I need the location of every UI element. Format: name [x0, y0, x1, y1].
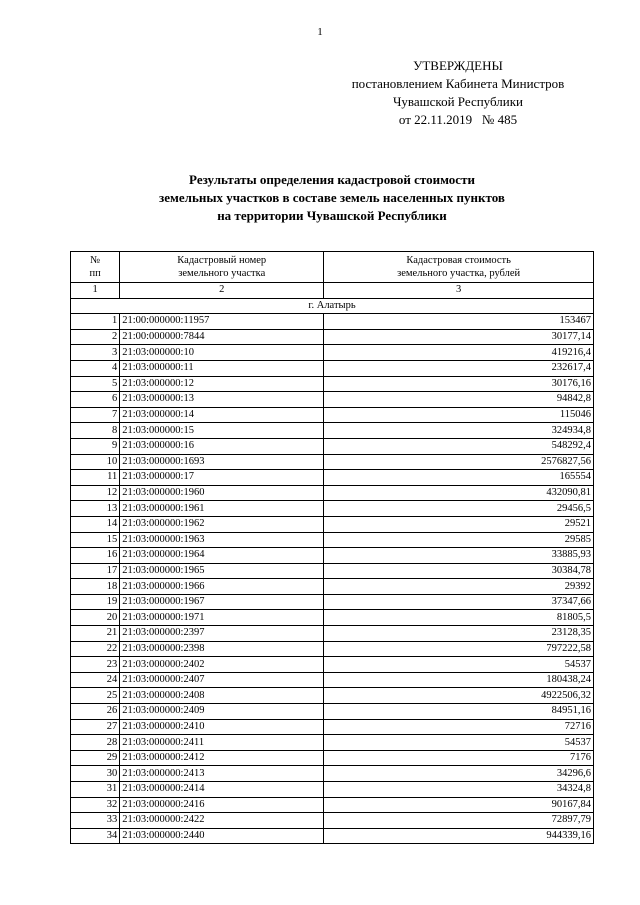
cadastral-number: 21:03:000000:2409: [120, 704, 324, 720]
cadastral-number: 21:03:000000:16: [120, 438, 324, 454]
cadastral-value: 90167,84: [324, 797, 594, 813]
table-row: [71, 407, 594, 423]
table-row: [71, 392, 594, 408]
table-row: [71, 470, 594, 486]
row-number: 16: [71, 548, 120, 564]
cadastral-number: 21:03:000000:17: [120, 470, 324, 486]
row-number: 9: [71, 438, 120, 454]
row-number: 28: [71, 735, 120, 751]
table-row: [71, 782, 594, 798]
cadastral-value: 30176,16: [324, 376, 594, 392]
header-cadastral-line-2: земельного участка: [178, 268, 266, 279]
row-number: 27: [71, 719, 120, 735]
cadastral-value: 324934,8: [324, 423, 594, 439]
row-number: 20: [71, 610, 120, 626]
cadastral-number: 21:03:000000:2410: [120, 719, 324, 735]
row-number: 24: [71, 672, 120, 688]
cadastral-value: 29521: [324, 516, 594, 532]
cadastral-value: 29456,5: [324, 501, 594, 517]
cadastral-number: 21:03:000000:1962: [120, 516, 324, 532]
table-row: [71, 376, 594, 392]
table-row: [71, 454, 594, 470]
row-number: 5: [71, 376, 120, 392]
cadastral-value: 419216,4: [324, 345, 594, 361]
table-row: [71, 532, 594, 548]
row-number: 29: [71, 750, 120, 766]
cadastral-value: 54537: [324, 735, 594, 751]
row-number: 30: [71, 766, 120, 782]
cadastral-value: 30177,14: [324, 329, 594, 345]
row-number: 3: [71, 345, 120, 361]
table-row: [71, 797, 594, 813]
table-row: [71, 719, 594, 735]
approval-republic: Чувашской Республики: [392, 94, 524, 109]
cadastral-value: 4922506,32: [324, 688, 594, 704]
row-number: 15: [71, 532, 120, 548]
cadastral-value: 34324,8: [324, 782, 594, 798]
row-number: 32: [71, 797, 120, 813]
row-number: 4: [71, 360, 120, 376]
cadastral-value: 7176: [324, 750, 594, 766]
table-row: [71, 735, 594, 751]
approval-date-number: от 22.11.2019 № 485: [398, 112, 518, 127]
column-index-1: 1: [71, 283, 120, 299]
row-number: 23: [71, 657, 120, 673]
table-row: [71, 594, 594, 610]
row-number: 1: [71, 314, 120, 330]
cadastral-number: 21:03:000000:2407: [120, 672, 324, 688]
header-number-line-1: №: [90, 255, 101, 266]
approval-authority: постановлением Кабинета Министров: [351, 76, 565, 91]
column-index-3: 3: [324, 283, 594, 299]
row-number: 2: [71, 329, 120, 345]
row-number: 19: [71, 594, 120, 610]
row-number: 25: [71, 688, 120, 704]
section-row: [71, 298, 594, 314]
cadastral-value: 34296,6: [324, 766, 594, 782]
cadastral-value: 33885,93: [324, 548, 594, 564]
cadastral-value: 30384,78: [324, 563, 594, 579]
header-number: [71, 252, 120, 283]
cadastral-number: 21:03:000000:2411: [120, 735, 324, 751]
row-number: 33: [71, 813, 120, 829]
title-line-1: Результаты определения кадастровой стоимости: [189, 172, 475, 187]
cadastral-number: 21:03:000000:2440: [120, 828, 324, 844]
cadastral-value: 548292,4: [324, 438, 594, 454]
table-row: [71, 626, 594, 642]
row-number: 10: [71, 454, 120, 470]
cadastral-value: 94842,8: [324, 392, 594, 408]
cadastral-value: 165554: [324, 470, 594, 486]
cadastral-number: 21:03:000000:1967: [120, 594, 324, 610]
cadastral-value: 153467: [324, 314, 594, 330]
table-row: [71, 501, 594, 517]
row-number: 13: [71, 501, 120, 517]
cadastral-value: 84951,16: [324, 704, 594, 720]
table-row: [71, 360, 594, 376]
table-row: [71, 641, 594, 657]
header-cadastral-number: [120, 252, 324, 283]
row-number: 18: [71, 579, 120, 595]
table-row: [71, 329, 594, 345]
page-number: 1: [317, 26, 323, 38]
cadastral-value: 2576827,56: [324, 454, 594, 470]
cadastral-number: 21:03:000000:2397: [120, 626, 324, 642]
cadastral-value: 232617,4: [324, 360, 594, 376]
title-line-3: на территории Чувашской Республики: [217, 208, 447, 223]
cadastral-number: 21:03:000000:1966: [120, 579, 324, 595]
table-header-row: [71, 252, 594, 283]
row-number: 11: [71, 470, 120, 486]
table-row: [71, 423, 594, 439]
cadastral-value: 432090,81: [324, 485, 594, 501]
cadastral-value: 72716: [324, 719, 594, 735]
header-value-line-1: Кадастровая стоимость: [406, 255, 511, 266]
column-index-row: [71, 283, 594, 299]
row-number: 21: [71, 626, 120, 642]
table-row: [71, 750, 594, 766]
table-row: [71, 345, 594, 361]
row-number: 34: [71, 828, 120, 844]
table-row: [71, 704, 594, 720]
title-line-2: земельных участков в составе земель населенных пунктов: [159, 190, 505, 205]
table-row: [71, 563, 594, 579]
cadastral-value: 180438,24: [324, 672, 594, 688]
table-row: [71, 579, 594, 595]
table-row: [71, 438, 594, 454]
header-value-line-2: земельного участка, рублей: [397, 268, 521, 279]
cadastral-value: 23128,35: [324, 626, 594, 642]
row-number: 22: [71, 641, 120, 657]
column-index-2: 2: [120, 283, 324, 299]
table-row: [71, 672, 594, 688]
cadastral-number: 21:03:000000:2414: [120, 782, 324, 798]
cadastral-number: 21:03:000000:2416: [120, 797, 324, 813]
cadastral-value: 29392: [324, 579, 594, 595]
row-number: 12: [71, 485, 120, 501]
cadastral-number: 21:03:000000:2402: [120, 657, 324, 673]
approval-block: [320, 57, 596, 129]
cadastral-number: 21:03:000000:13: [120, 392, 324, 408]
cadastral-number: 21:03:000000:2413: [120, 766, 324, 782]
cadastral-value: 72897,79: [324, 813, 594, 829]
table-row: [71, 548, 594, 564]
header-cadastral-value: [324, 252, 594, 283]
cadastral-value: 54537: [324, 657, 594, 673]
cadastral-number: 21:03:000000:2398: [120, 641, 324, 657]
table-row: [71, 657, 594, 673]
cadastral-value: 115046: [324, 407, 594, 423]
cadastral-number: 21:03:000000:1971: [120, 610, 324, 626]
cadastral-value: 944339,16: [324, 828, 594, 844]
cadastral-number: 21:03:000000:2412: [120, 750, 324, 766]
row-number: 26: [71, 704, 120, 720]
cadastral-number: 21:03:000000:11: [120, 360, 324, 376]
cadastral-number: 21:03:000000:10: [120, 345, 324, 361]
cadastral-value-table: [70, 251, 594, 844]
table-row: [71, 314, 594, 330]
cadastral-number: 21:03:000000:1961: [120, 501, 324, 517]
row-number: 8: [71, 423, 120, 439]
table-row: [71, 828, 594, 844]
row-number: 7: [71, 407, 120, 423]
header-cadastral-line-1: Кадастровый номер: [177, 255, 267, 266]
section-title: г. Алатырь: [71, 298, 594, 314]
cadastral-number: 21:03:000000:1693: [120, 454, 324, 470]
cadastral-number: 21:03:000000:2408: [120, 688, 324, 704]
cadastral-number: 21:03:000000:14: [120, 407, 324, 423]
approval-heading: УТВЕРЖДЕНЫ: [413, 58, 503, 73]
cadastral-number: 21:03:000000:2422: [120, 813, 324, 829]
row-number: 14: [71, 516, 120, 532]
table-row: [71, 813, 594, 829]
table-row: [71, 688, 594, 704]
table-row: [71, 610, 594, 626]
row-number: 6: [71, 392, 120, 408]
table-row: [71, 516, 594, 532]
cadastral-value: 37347,66: [324, 594, 594, 610]
cadastral-number: 21:03:000000:1965: [120, 563, 324, 579]
cadastral-number: 21:00:000000:7844: [120, 329, 324, 345]
row-number: 17: [71, 563, 120, 579]
header-number-line-2: пп: [89, 268, 101, 279]
cadastral-number: 21:03:000000:1964: [120, 548, 324, 564]
table-row: [71, 766, 594, 782]
table-row: [71, 485, 594, 501]
cadastral-number: 21:03:000000:12: [120, 376, 324, 392]
cadastral-value: 797222,58: [324, 641, 594, 657]
cadastral-value: 81805,5: [324, 610, 594, 626]
row-number: 31: [71, 782, 120, 798]
cadastral-value: 29585: [324, 532, 594, 548]
document-title: [70, 171, 594, 225]
cadastral-number: 21:03:000000:1960: [120, 485, 324, 501]
cadastral-number: 21:00:000000:11957: [120, 314, 324, 330]
cadastral-number: 21:03:000000:1963: [120, 532, 324, 548]
cadastral-number: 21:03:000000:15: [120, 423, 324, 439]
